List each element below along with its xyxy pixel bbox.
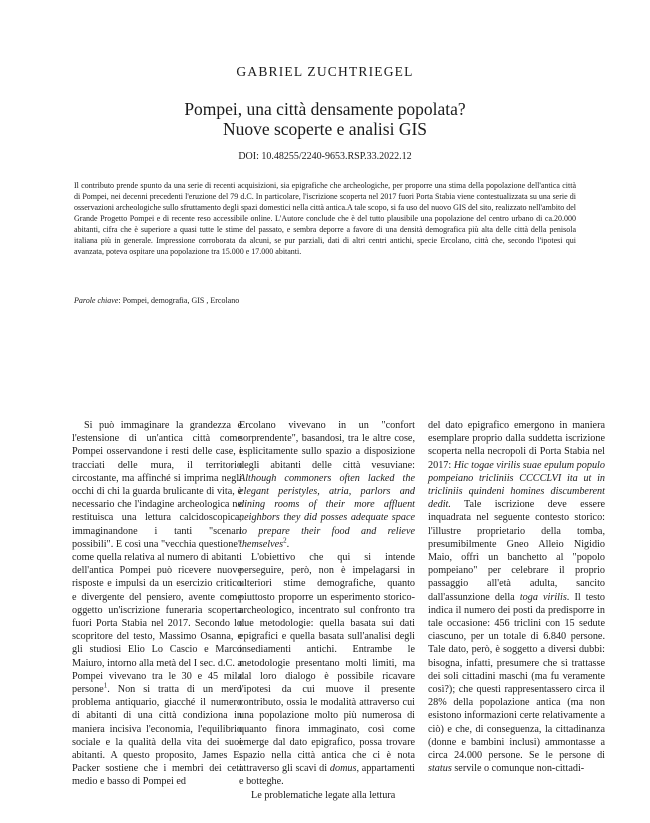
paragraph <box>72 419 242 789</box>
inscription-quote: Hic togae virilis suae epulum populo pompeiano tricliniis CCCCLVI ita ut in tricliniis quindeni homines discumberent dedit. <box>428 459 605 511</box>
footnote-ref: 2 <box>283 536 287 545</box>
paragraph-text: Tale iscrizione deve essere inquadrata nel seguente contesto storico: l'illustre proprietario della tomba, presumibilmente Gneo Alleio Nigidio Maio, offrì un banchetto al "popolo pompeiano" per celebrare il proprio passaggio all'età adulta, sancito dall'assunzione della <box>428 499 605 603</box>
paragraph <box>239 789 415 802</box>
paragraph-text: . Il testo indica il numero dei posti da predisporre in tale occasione: 456 triclini con 15 sedute ciascuno, per un totale di 6.840 persone. Tale dato, però, è soggetto a diversi dubbi: bisogna, infatti, presumere che si trattasse dei soli cittadini maschi (ma fu veramente così?); che questi rappresentassero circa il 28% della popolazione antica (ma non esistono informazioni certe relativamente a ciò) e che, di conseguenza, la cittadinanza (donne e bambini inclusi) ammontasse a circa 24.000 persone. Se le persone di <box>428 591 605 762</box>
italic-term: status <box>428 763 452 775</box>
italic-term: domus <box>329 763 357 775</box>
body-column-2 <box>239 419 415 802</box>
keywords <box>74 295 576 306</box>
italic-term: toga virilis <box>519 591 567 603</box>
paragraph <box>239 551 415 789</box>
paragraph-text: . <box>286 538 290 550</box>
footnote-ref: 1 <box>103 681 108 690</box>
paragraph-text: Le problematiche legate alla lettura <box>251 789 396 801</box>
title-line-1: Pompei, una città densamente popolata? <box>184 99 466 119</box>
title-line-2: Nuove scoperte e analisi GIS <box>222 119 428 139</box>
paragraph-text: Ercolano vivevano in un "confort sorprendente", basandosi, tra le altre cose, esplicitamente sullo spazio a disposizione degli abitanti delle città vesuviane: <box>239 420 415 471</box>
paragraph <box>428 419 605 775</box>
doi: DOI: 10.48255/2240-9653.RSP.33.2022.12 <box>238 151 412 162</box>
author-name: GABRIEL ZUCHTRIEGEL <box>236 64 414 79</box>
paragraph-text: servile o comunque non-cittadi- <box>451 763 585 775</box>
paragraph-text: . Non si tratta di un mero problema antiquario, giacché il numero di abitanti di una città condiziona in maniera incisiva l'economia, l'equilibrio sociale e la qualità della vita dei suoi abitanti. A questo proposito, James E. Packer sostiene che i membri dei ceti medio e basso di Pompei ed <box>72 684 242 788</box>
abstract: Il contributo prende spunto da una serie di recenti acquisizioni, sia epigrafiche che archeologiche, per proporre una stima della popolazione dell'antica città di Pompei, nei decenni precedenti l'eruzione del 79 d.C. In particolare, l'iscrizione scoperta nel 2017 fuori Porta Stabia viene contestualizzata su una serie di osservazioni archeologiche sullo sfruttamento degli spazi domestici nella città antica.A tale scopo, si fa uso del nuovo GIS del sito, realizzato nell'ambito del Grande Progetto Pompei e di recente reso accessibile online. L'Autore conclude che è del tutto plausibile una popolazione del centro urbano di ca.20.000 abitanti, cifra che è superiore a quasi tutte le stime del passato, e sembra deporre a favore di una densità demografica più alta delle città della penisola italiana più in generale. Impressione corroborata da alcuni, se pur parziali, dati di altri centri antichi, specie Ercolano, città che, secondo l'ipotesi qui avanzata, poteva ospitare una popolazione tra 15.000 e 17.000 abitanti. <box>74 181 576 256</box>
keywords-label: Parole chiave <box>74 296 119 305</box>
quotation: Although commoners often lacked the elegant peristyles, atria, parlors and dining rooms of their more affluent neighbors they did posses adequate space to prepare their food and relieve themselves <box>239 472 415 550</box>
article-title <box>0 99 650 139</box>
body-column-3 <box>428 419 605 775</box>
paragraph <box>239 419 415 551</box>
paragraph-text: del dato epigrafico emergono in maniera esemplare proprio dalla suddetta iscrizione scoperta nella necropoli di Porta Stabia nel 2017: <box>428 420 605 471</box>
paragraph-text: Si può immaginare la grandezza e l'estensione di un'antica città come Pompei osservandone i resti delle case, i tracciati delle mura, il territorio circostante, ma affinché si imprima negli occhi di chi la guarda brulicante di vita, è necessario che l'indagine archeologica ne restituisca una lettura calcidoscopica, immaginandone i tanti "scenari possibili". E così una "vecchia questione" come quella relativa al numero di abitanti dell'antica Pompei può ricevere nuove risposte e impulsi da un esercizio critico e divergente del pensiero, avente come oggetto un'iscrizione funeraria scoperta fuori Porta Stabia nel 2017. Secondo lo scopritore del testo, Massimo Osanna, e gli studiosi Elio Lo Cascio e Marco Maiuro, intorno alla metà del I sec. d.C. a Pompei vivevano tra le 30 e 45 mila persone <box>72 420 242 696</box>
paragraph-text: L'obiettivo che qui si intende perseguire, però, non è impelagarsi in ulteriori stime demografiche, quanto piuttosto proporre un esperimento storico-archeologico, incentrato sul confronto tra due metodologie: quella basata sui dati epigrafici e quella basata sull'analisi degli insediamenti antichi. Entrambe le metodologie presentano molti limiti, ma dal loro dialogo è possibile ricavare l'ipotesi da cui muove il presente contributo, ossia le modalità attraverso cui una popolazione molto più numerosa di quanto finora immaginato, così come emerge dal dato epigrafico, possa trovare spazio nella città antica che ci è nota attraverso gli scavi di <box>239 552 415 775</box>
paragraph-text: , appartamenti e botteghe. <box>239 763 415 788</box>
keywords-text: : Pompei, demografia, GIS , Ercolano <box>118 296 240 305</box>
body-column-1 <box>72 419 242 789</box>
